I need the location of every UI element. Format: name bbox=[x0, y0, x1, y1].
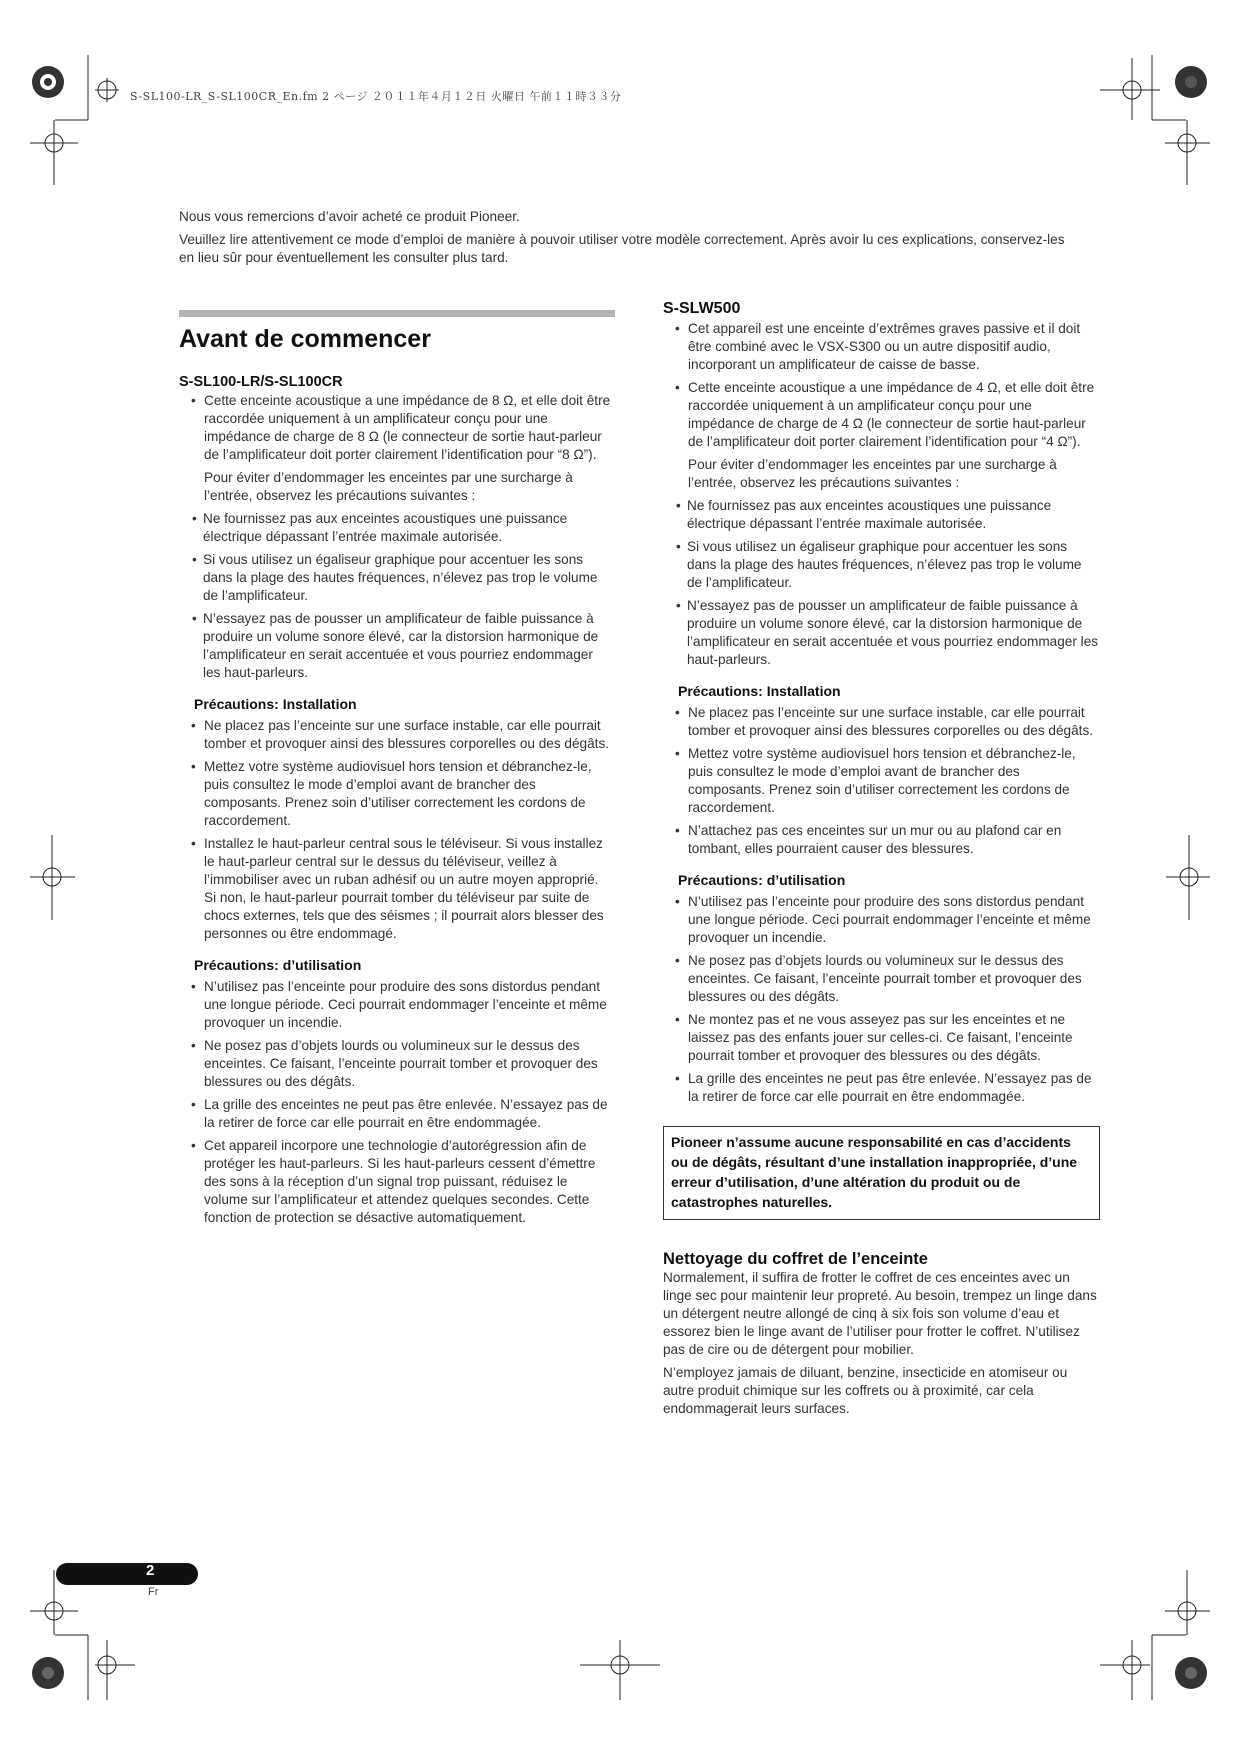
list-item: • La grille des enceintes ne peut pas être enlevée. N’essayez pas de la retirer de force car elle pourrait en être endommagée. bbox=[179, 1096, 614, 1132]
registration-mark-bottom-left bbox=[30, 1570, 135, 1700]
left-column bbox=[179, 310, 614, 1232]
model-heading-left: S-SL100-LR/S-SL100CR bbox=[179, 374, 343, 390]
install-heading-left: Précautions: Installation bbox=[194, 696, 357, 712]
list-item: • Mettez votre système audiovisuel hors tension et débranchez-le, puis consultez le mode d’emploi avant de brancher des composants. Prenez soin d’utiliser correctement les cordons de raccordement. bbox=[663, 745, 1100, 817]
overload-sublist-left bbox=[179, 510, 614, 682]
list-item: • Si vous utilisez un égaliseur graphique pour accentuer les sons dans la plage des hautes fréquences, n’élevez pas trop le volume de l’amplificateur. bbox=[663, 538, 1100, 592]
cleaning-paragraph-1: Normalement, il suffira de frotter le coffret de ces enceintes avec un linge sec pour maintenir leur propreté. Au besoin, trempez un linge dans un détergent neutre allongé de cinq à six fois son volume d’eau et essorez bien le linge avant de l’utiliser pour frotter le coffret. N’utilisez pas de cire ou de détergent pour mobilier. bbox=[663, 1270, 1097, 1357]
impedance-list-left bbox=[179, 392, 614, 464]
list-item: • N’attachez pas ces enceintes sur un mur ou au plafond car en tombant, elles pourraient causer des blessures. bbox=[663, 822, 1100, 858]
list-item: • Mettez votre système audiovisuel hors tension et débranchez-le, puis consultez le mode d’emploi avant de brancher des composants. Prenez soin d’utiliser correctement les cordons de raccordement. bbox=[179, 758, 614, 830]
list-item: • Cette enceinte acoustique a une impédance de 8 Ω, et elle doit être raccordée uniquement à un amplificateur conçu pour une impédance de charge de 8 Ω (le connecteur de sortie haut-parleur de l’amplificateur doit porter clairement l’identification pour “8 Ω”). bbox=[179, 392, 614, 464]
list-item: • Ne placez pas l’enceinte sur une surface instable, car elle pourrait tomber et provoquer ainsi des blessures corporelles ou des dégâts. bbox=[179, 717, 614, 753]
usage-list-left bbox=[179, 978, 614, 1227]
install-list-right bbox=[663, 704, 1100, 858]
right-column bbox=[663, 300, 1100, 1418]
list-item: • Ne posez pas d’objets lourds ou volumineux sur le dessus des enceintes. Ce faisant, l’enceinte pourrait tomber et provoquer des blessures ou des dégâts. bbox=[179, 1037, 614, 1091]
list-item: • Ne fournissez pas aux enceintes acoustiques une puissance électrique dépassant l’entrée maximale autorisée. bbox=[179, 510, 614, 546]
registration-mark-top-right bbox=[1100, 55, 1210, 185]
install-list-left bbox=[179, 717, 614, 943]
list-item: • Ne fournissez pas aux enceintes acoustiques une puissance électrique dépassant l’entrée maximale autorisée. bbox=[663, 497, 1100, 533]
overload-para-right: Pour éviter d’endommager les enceintes par une surcharge à l’entrée, observez les précautions suivantes : bbox=[688, 457, 1057, 490]
usage-heading-right: Précautions: d’utilisation bbox=[678, 872, 846, 888]
list-item: • Ne posez pas d’objets lourds ou volumineux sur le dessus des enceintes. Ce faisant, l’enceinte pourrait tomber et provoquer des blessures ou des dégâts. bbox=[663, 952, 1100, 1006]
list-item: • Cet appareil incorpore une technologie d’autorégression afin de protéger les haut-parleurs. Si les haut-parleurs cessent d’émettre des sons à la réception d’un signal trop puissant, réduisez le volume sur l’amplificateur et attendez quelques secondes. Cette fonction de protection se désactive automatiquement. bbox=[179, 1137, 614, 1227]
crosshair-mid-left bbox=[30, 835, 75, 920]
page-title: Avant de commencer bbox=[179, 325, 431, 353]
registration-mark-bottom-right bbox=[1100, 1570, 1210, 1700]
list-item: • N’utilisez pas l’enceinte pour produire des sons distordus pendant une longue période. Ceci pourrait endommager l’enceinte et même provoquer un incendie. bbox=[179, 978, 614, 1032]
install-heading-right: Précautions: Installation bbox=[678, 683, 841, 699]
list-item: • N’essayez pas de pousser un amplificateur de faible puissance à produire un volume sonore élevé, car la distorsion harmonique de l’amplificateur en serait accentuée et vous pourriez endommager les haut-parleurs. bbox=[179, 610, 614, 682]
intro-list-right bbox=[663, 320, 1100, 451]
list-item: • N’essayez pas de pousser un amplificateur de faible puissance à produire un volume sonore élevé, car la distorsion harmonique de l’amplificateur en serait accentuée et vous pourriez endommager les haut-parleurs. bbox=[663, 597, 1100, 669]
list-item: • Ne montez pas et ne vous asseyez pas sur les enceintes et ne laissez pas des enfants jouer sur celles-ci. Ce faisant, l’enceinte pourrait tomber et provoquer des blessures ou des dégâts. bbox=[663, 1011, 1100, 1065]
page-number: 2 bbox=[146, 1562, 155, 1579]
intro bbox=[179, 208, 1079, 267]
section-rule bbox=[179, 310, 615, 317]
print-info-line: S-SL100-LR_S-SL100CR_En.fm 2 ページ ２０１１年４月１２日 火曜日 午前１１時３３分 bbox=[130, 90, 622, 103]
list-item: • Si vous utilisez un égaliseur graphique pour accentuer les sons dans la plage des hautes fréquences, n’élevez pas trop le volume de l’amplificateur. bbox=[179, 551, 614, 605]
model-heading-right: S-SLW500 bbox=[663, 300, 741, 317]
crosshair-mid-right bbox=[1166, 835, 1210, 920]
overload-sublist-right bbox=[663, 497, 1100, 669]
intro-thanks: Nous vous remercions d’avoir acheté ce produit Pioneer. bbox=[179, 209, 520, 224]
liability-notice: Pioneer n’assume aucune responsabilité en cas d’accidents ou de dégâts, résultant d’une installation inappropriée, d’une erreur d’utilisation, d’une altération du produit ou de catastrophes naturelles. bbox=[663, 1126, 1100, 1220]
list-item: • Installez le haut-parleur central sous le téléviseur. Si vous installez le haut-parleur central sur le dessus du téléviseur, veillez à l’immobiliser avec un ruban adhésif ou un autre moyen approprié. Si non, le haut-parleur pourrait tomber du téléviseur par suite de chocs externes, tels que des séismes ; il pourrait alors blesser des personnes ou être endommagé. bbox=[179, 835, 614, 943]
list-item: • N’utilisez pas l’enceinte pour produire des sons distordus pendant une longue période. Ceci pourrait endommager l’enceinte et même provoquer un incendie. bbox=[663, 893, 1100, 947]
intro-instructions: Veuillez lire attentivement ce mode d’emploi de manière à pouvoir utiliser votre modèle correctement. Après avoir lu ces explications, conservez-les en lieu sûr pour éventuellement les consulter plus tard. bbox=[179, 232, 1065, 265]
list-item: • Ne placez pas l’enceinte sur une surface instable, car elle pourrait tomber et provoquer ainsi des blessures corporelles ou des dégâts. bbox=[663, 704, 1100, 740]
cleaning-paragraph-2: N’employez jamais de diluant, benzine, insecticide en atomiseur ou autre produit chimique sur les coffrets ou à proximité, car cela endommagerait leurs surfaces. bbox=[663, 1365, 1068, 1416]
page-number-tab bbox=[56, 1563, 198, 1585]
list-item: • La grille des enceintes ne peut pas être enlevée. N’essayez pas de la retirer de force car elle pourrait en être endommagée. bbox=[663, 1070, 1100, 1106]
overload-para-left: Pour éviter d’endommager les enceintes par une surcharge à l’entrée, observez les précautions suivantes : bbox=[204, 470, 573, 503]
cleaning-heading: Nettoyage du coffret de l’enceinte bbox=[663, 1250, 928, 1268]
registration-mark-top-left bbox=[0, 55, 130, 120]
list-item: • Cette enceinte acoustique a une impédance de 4 Ω, et elle doit être raccordée uniquement à un amplificateur conçu pour une impédance de charge de 4 Ω (le connecteur de sortie haut-parleur de l’amplificateur doit porter clairement l’identification pour “4 Ω”). bbox=[663, 379, 1100, 451]
crosshair-bottom-center bbox=[580, 1640, 660, 1700]
usage-list-right bbox=[663, 893, 1100, 1106]
usage-heading-left: Précautions: d’utilisation bbox=[194, 957, 362, 973]
list-item: • Cet appareil est une enceinte d’extrêmes graves passive et il doit être combiné avec le VSX-S300 ou un autre dispositif audio, incorporant un amplificateur de caisse de basse. bbox=[663, 320, 1100, 374]
language-code: Fr bbox=[148, 1586, 159, 1598]
